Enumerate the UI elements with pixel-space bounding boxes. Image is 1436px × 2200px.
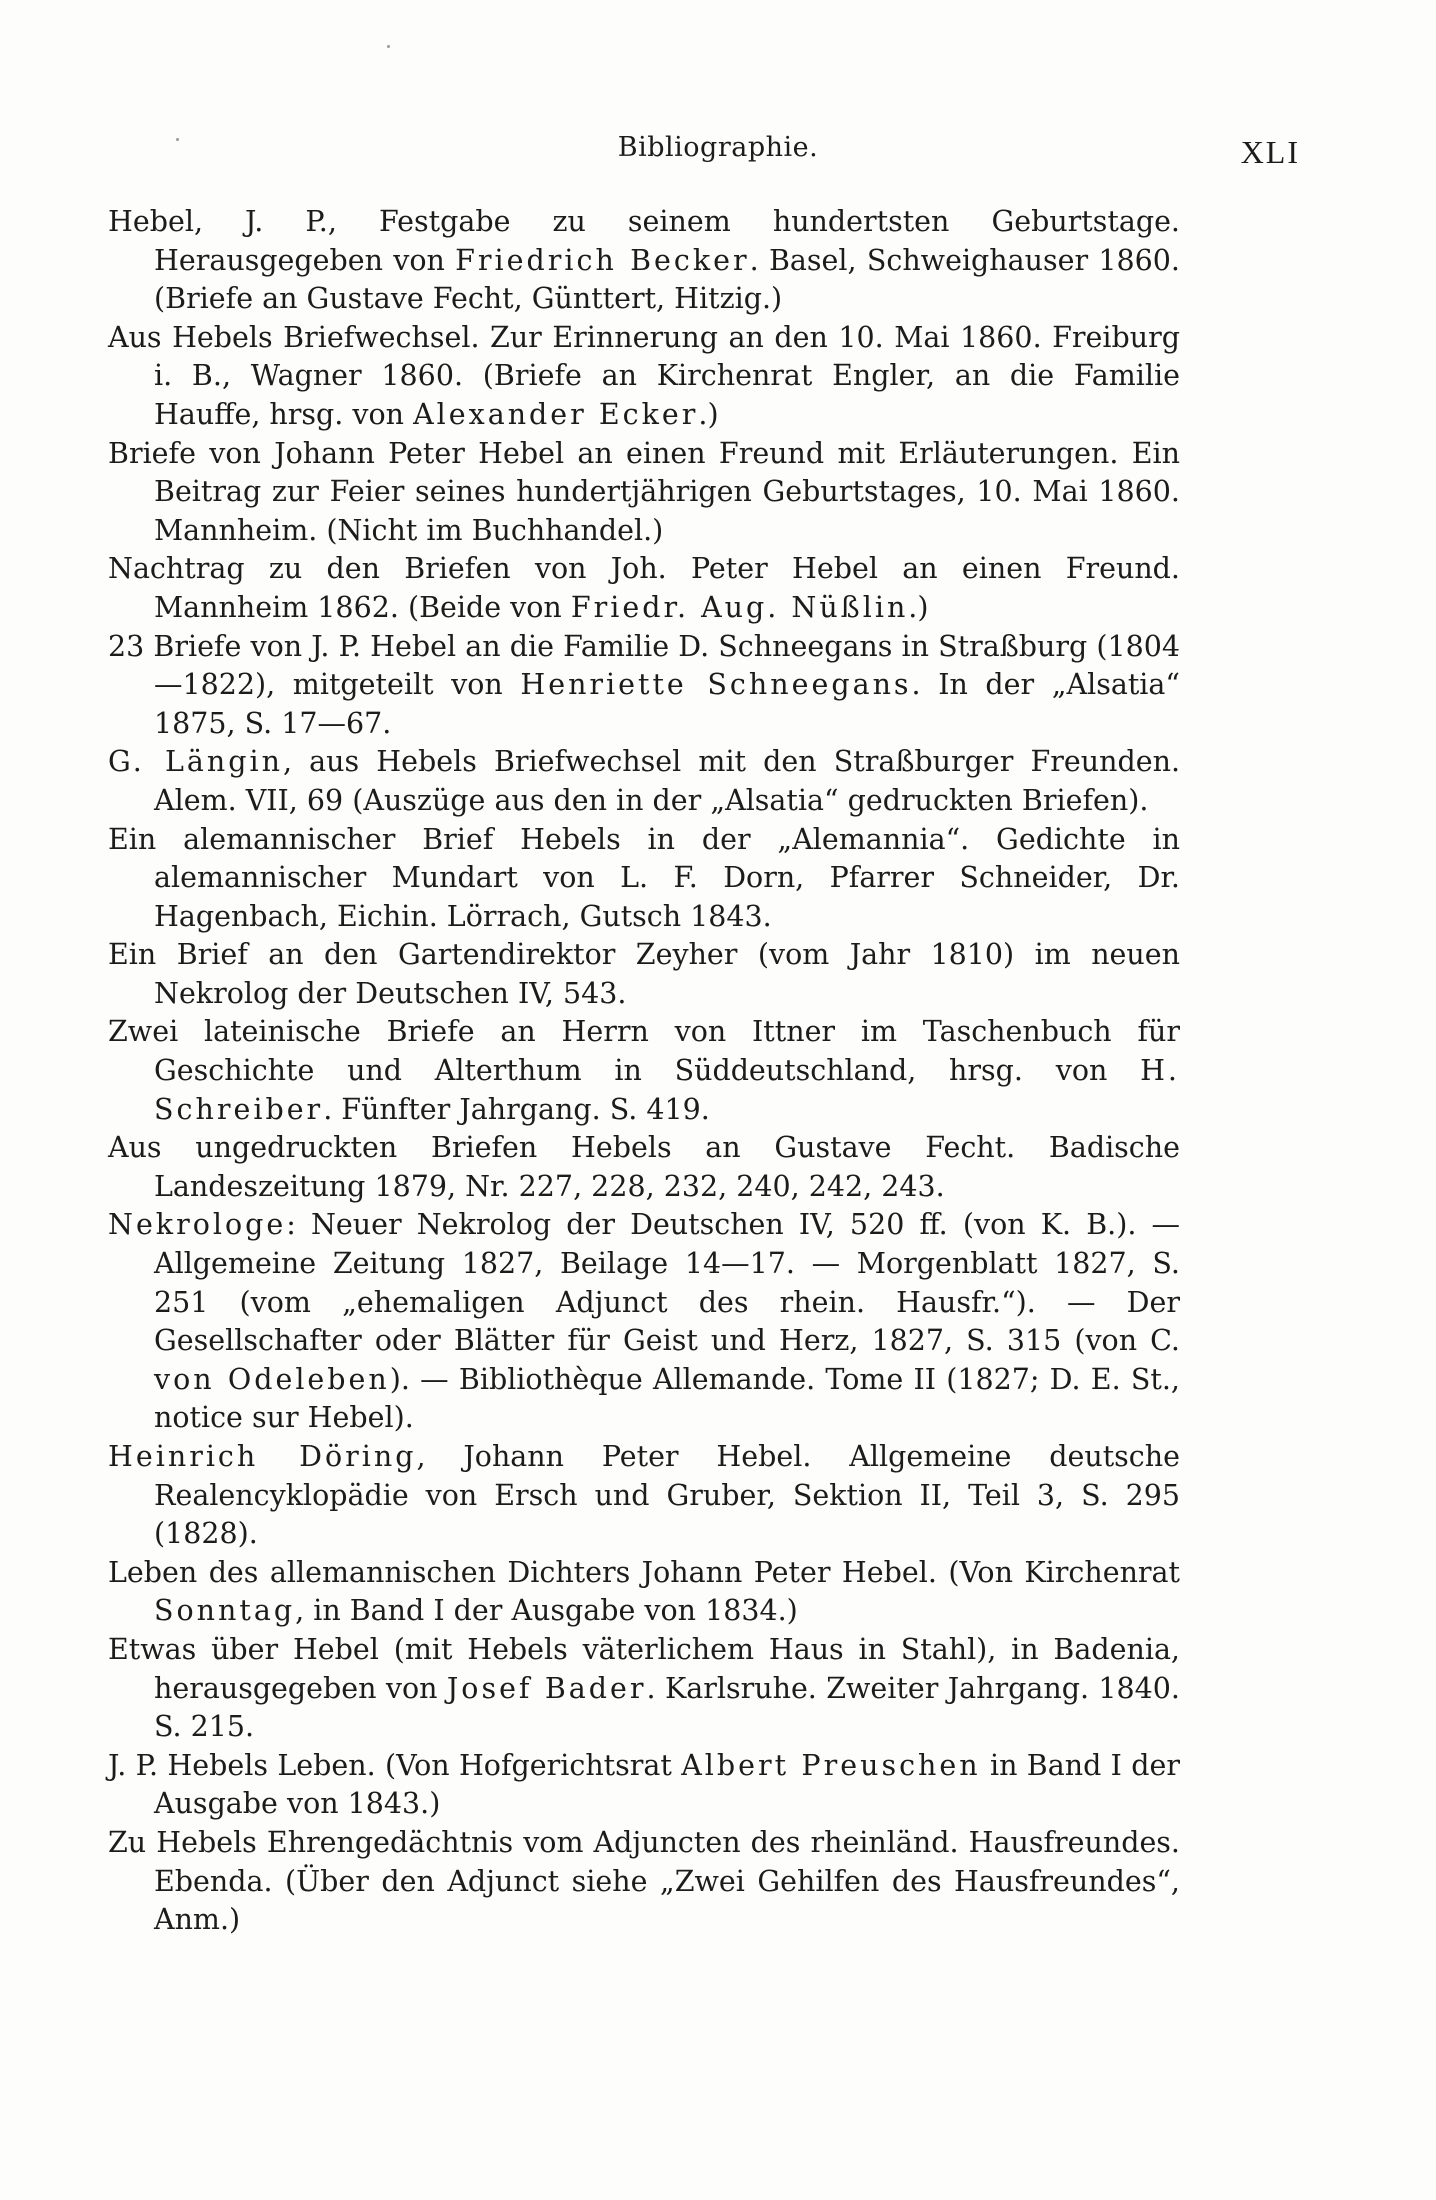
entry-text: Etwas über Hebel (mit Hebels väterlichem Haus in Stahl), in Badenia, herausgegeben von [108, 1632, 1180, 1705]
spaced-name: H. Schreiber [154, 1054, 1180, 1126]
entry-text: , aus Hebels Briefwechsel mit den Straßburger Freunden. Alem. VII, 69 (Auszüge aus den in der „Alsatia“ gedruckten Briefen). [154, 745, 1180, 817]
paper-speck [387, 45, 390, 48]
entry-text: .) [908, 590, 929, 624]
spaced-name: Albert Preuschen [681, 1748, 981, 1782]
bibliography-entry [108, 1554, 1180, 1631]
entry-text: Hebel, J. P., Festgabe zu seinem hundertsten Geburtstage. Herausgegeben von [108, 205, 1180, 277]
entry-text: Aus Hebels Briefwechsel. Zur Erinnerung an den 10. Mai 1860. Freiburg i. B., Wagner 1860. (Briefe an Kirchenrat Engler, an die Familie Hauffe, hrsg. von [108, 320, 1180, 431]
bibliography-entry [108, 435, 1180, 551]
bibliography-entry [108, 1747, 1180, 1824]
bibliography-entry [108, 628, 1180, 744]
spaced-name: G. Längin [108, 745, 283, 779]
entry-text: , Johann Peter Hebel. Allgemeine deutsche Realencyklopädie von Ersch und Gruber, Sektion II, Teil 3, S. 295 (1828). [154, 1440, 1180, 1551]
bibliography-entry [108, 203, 1180, 319]
bibliography-entry [108, 550, 1180, 627]
entry-text: Aus ungedruckten Briefen Hebels an Gustave Fecht. Badische Landeszeitung 1879, Nr. 227, 228, 232, 240, 242, 243. [108, 1131, 1180, 1203]
entry-text: ). — Bibliothèque Allemande. Tome II (1827; D. E. St., notice sur Hebel). [154, 1362, 1180, 1435]
entry-text: Briefe von Johann Peter Hebel an einen Freund mit Erläuterungen. Ein Beitrag zur Feier seines hundertjährigen Geburtstages, 10. Mai 1860. Mannheim. (Nicht im Buchhandel.) [108, 436, 1180, 547]
spaced-name: Friedrich Becker [455, 243, 750, 277]
running-header-title: Bibliographie. [617, 132, 819, 163]
entry-text: Nachtrag zu den Briefen von Joh. Peter Hebel an einen Freund. Mannheim 1862. (Beide von [108, 552, 1180, 624]
bibliography-entry [108, 936, 1180, 1013]
spaced-name: Josef Bader [446, 1671, 647, 1705]
entry-text: : Neuer Nekrolog der Deutschen IV, 520 ff. (von K. B.). — Allgemeine Zeitung 1827, Beilage 14—17. — Morgenblatt 1827, S. 251 (vom „ehemaligen Adjunct des rhein. Hausfr.“). — Der Gesellschafter oder Blätter für Geist und Herz, 1827, S. 315 (von C. [154, 1208, 1180, 1358]
bibliography-entry [108, 821, 1180, 937]
entry-text: . Basel, Schweighauser 1860. (Briefe an Gustave Fecht, Günttert, Hitzig.) [154, 243, 1180, 316]
entry-text: J. P. Hebels Leben. (Von Hofgerichtsrat [108, 1748, 682, 1782]
page-number: XLI [1240, 134, 1300, 170]
entry-text: . Karlsruhe. Zweiter Jahrgang. 1840. S. 215. [154, 1671, 1180, 1744]
entry-text: . In der „Alsatia“ 1875, S. 17—67. [154, 668, 1180, 740]
spaced-name: Henriette Schneegans [520, 668, 912, 702]
spaced-name: Sonntag [154, 1594, 296, 1628]
bibliography-entry [108, 319, 1180, 435]
entry-text: Leben des allemannischen Dichters Johann Peter Hebel. (Von Kirchenrat [108, 1555, 1180, 1589]
entry-text: Ein alemannischer Brief Hebels in der „Alemannia“. Gedichte in alemannischer Mundart von L. F. Dorn, Pfarrer Schneider, Dr. Hagenbach, Eichin. Lörrach, Gutsch 1843. [108, 822, 1180, 933]
entry-text: Zu Hebels Ehrengedächtnis vom Adjuncten des rheinländ. Hausfreundes. Ebenda. (Über den Adjunct siehe „Zwei Gehilfen des Hausfreundes“, Anm.) [108, 1825, 1180, 1937]
spaced-name: Heinrich Döring [108, 1440, 417, 1473]
spaced-name: von Odeleben [154, 1362, 390, 1396]
bibliography-entry [108, 1631, 1180, 1747]
entry-text: in Band I der Ausgabe von 1843.) [154, 1748, 1180, 1821]
spaced-name: Friedr. Aug. Nüßlin [570, 590, 909, 624]
spaced-name: Alexander Ecker [413, 397, 699, 431]
bibliography-entry [108, 1206, 1180, 1438]
bibliography-entry [108, 1438, 1180, 1554]
entry-text: Zwei lateinische Briefe an Herrn von Ittner im Taschenbuch für Geschichte und Alterthum in Süddeutschland, hrsg. von [108, 1015, 1180, 1088]
spaced-name: Nekrologe [108, 1208, 287, 1242]
entry-text: . Fünfter Jahrgang. S. 419. [323, 1092, 710, 1126]
bibliography-list [108, 203, 1180, 1940]
bibliography-entry [108, 1129, 1180, 1206]
bibliography-entry [108, 1824, 1180, 1940]
bibliography-entry [108, 743, 1180, 820]
entry-text: .) [698, 397, 719, 431]
entry-text: Ein Brief an den Gartendirektor Zeyher (vom Jahr 1810) im neuen Nekrolog der Deutschen IV, 543. [108, 938, 1180, 1010]
bibliography-entry [108, 1013, 1180, 1129]
entry-text: , in Band I der Ausgabe von 1834.) [295, 1594, 798, 1628]
entry-text: 23 Briefe von J. P. Hebel an die Familie D. Schneegans in Straßburg (1804—1822), mitgeteilt von [108, 629, 1180, 702]
